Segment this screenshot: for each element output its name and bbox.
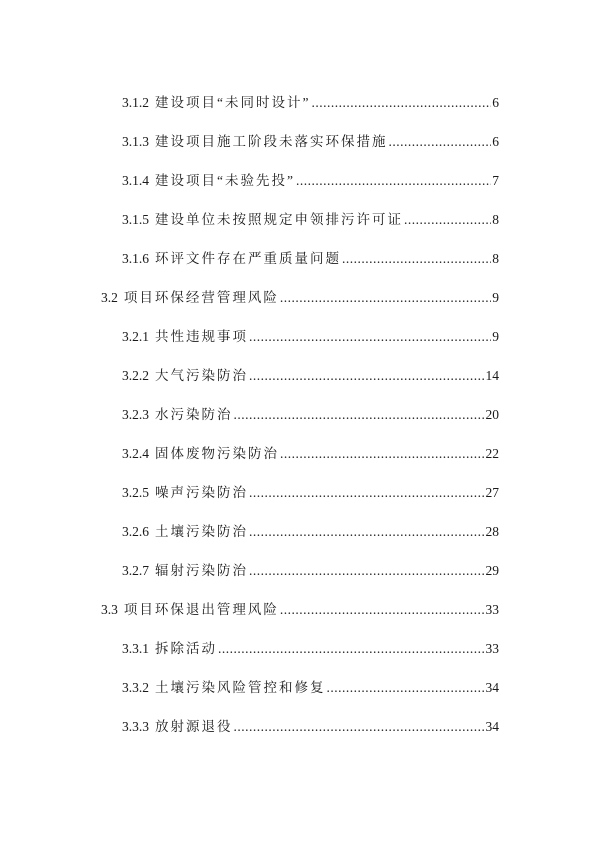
- dot-leader: [327, 678, 485, 698]
- toc-entry-3-2-6[interactable]: [122, 522, 499, 542]
- toc-page-number: 9: [492, 290, 499, 305]
- toc-title: 水污染防治: [155, 407, 233, 422]
- toc-page-number: 14: [485, 368, 499, 383]
- toc-entry-3-2-7[interactable]: [122, 561, 499, 581]
- toc-number: 3.2.1: [122, 329, 149, 344]
- toc-title: 噪声污染防治: [155, 485, 248, 500]
- dot-leader: [249, 522, 485, 542]
- toc-entry-3-1-6[interactable]: [122, 249, 499, 269]
- toc-title: 大气污染防治: [155, 368, 248, 383]
- toc-number: 3.1.5: [122, 212, 149, 227]
- dot-leader: [389, 132, 492, 152]
- toc-entry-3-2-5[interactable]: [122, 483, 499, 503]
- toc-page-number: 27: [485, 485, 499, 500]
- toc-page-number: 9: [492, 329, 499, 344]
- toc-page-number: 8: [492, 251, 499, 266]
- toc-entry-3-1-4[interactable]: [122, 171, 499, 191]
- toc-entry-3-2-3[interactable]: [122, 405, 499, 425]
- dot-leader: [249, 366, 485, 386]
- toc-title: 放射源退役: [155, 719, 233, 734]
- toc-title: 项目环保退出管理风险: [123, 602, 279, 617]
- toc-title: 环评文件存在严重质量问题: [155, 251, 341, 266]
- toc-title: 建设单位未按照规定申领排污许可证: [155, 212, 403, 227]
- toc-title: 共性违规事项: [155, 329, 248, 344]
- dot-leader: [280, 600, 485, 620]
- toc-number: 3.2.3: [122, 407, 149, 422]
- toc-title: 土壤污染风险管控和修复: [155, 680, 326, 695]
- toc-title: 辐射污染防治: [155, 563, 248, 578]
- toc-number: 3.3.1: [122, 641, 149, 656]
- toc-page-number: 6: [492, 95, 499, 110]
- toc-entry-3-1-3[interactable]: [122, 132, 499, 152]
- toc-entry-3-2-1[interactable]: [122, 327, 499, 347]
- toc-number: 3.2.2: [122, 368, 149, 383]
- toc-number: 3.2.5: [122, 485, 149, 500]
- toc-page-number: 33: [485, 602, 499, 617]
- toc-number: 3.2: [101, 290, 118, 305]
- toc-page-number: 29: [485, 563, 499, 578]
- toc-entry-3-2-4[interactable]: [122, 444, 499, 464]
- dot-leader: [296, 171, 491, 191]
- toc-number: 3.2.7: [122, 563, 149, 578]
- toc-title: 建设项目“未同时设计”: [155, 95, 311, 110]
- dot-leader: [280, 444, 485, 464]
- toc-page-number: 34: [485, 719, 499, 734]
- toc-entry-3-3-3[interactable]: [122, 717, 499, 737]
- toc-number: 3.3.2: [122, 680, 149, 695]
- toc-number: 3.3: [101, 602, 118, 617]
- toc-entry-3-1-5[interactable]: [122, 210, 499, 230]
- toc-title: 项目环保经营管理风险: [123, 290, 279, 305]
- dot-leader: [234, 405, 485, 425]
- toc-title: 拆除活动: [155, 641, 217, 656]
- toc-entry-3-1-2[interactable]: [122, 93, 499, 113]
- toc-page-number: 28: [485, 524, 499, 539]
- dot-leader: [249, 561, 485, 581]
- toc-page-number: 20: [485, 407, 499, 422]
- toc-number: 3.1.3: [122, 134, 149, 149]
- toc-page-number: 6: [492, 134, 499, 149]
- toc-entry-3-3-2[interactable]: [122, 678, 499, 698]
- toc-title: 建设项目施工阶段未落实环保措施: [155, 134, 388, 149]
- dot-leader: [404, 210, 491, 230]
- toc-page-number: 7: [492, 173, 499, 188]
- toc-page-number: 22: [485, 446, 499, 461]
- toc-number: 3.3.3: [122, 719, 149, 734]
- dot-leader: [280, 288, 491, 308]
- toc-title: 固体废物污染防治: [155, 446, 279, 461]
- toc-number: 3.1.6: [122, 251, 149, 266]
- toc-entry-3-2-2[interactable]: [122, 366, 499, 386]
- dot-leader: [249, 483, 485, 503]
- toc-title: 建设项目“未验先投”: [155, 173, 295, 188]
- toc-number: 3.1.4: [122, 173, 149, 188]
- toc-entry-3-3[interactable]: [101, 600, 499, 620]
- toc-entry-3-2[interactable]: [101, 288, 499, 308]
- toc-number: 3.2.6: [122, 524, 149, 539]
- toc-page-number: 33: [485, 641, 499, 656]
- toc-number: 3.1.2: [122, 95, 149, 110]
- toc-title: 土壤污染防治: [155, 524, 248, 539]
- dot-leader: [234, 717, 485, 737]
- toc-page-number: 8: [492, 212, 499, 227]
- toc-page-number: 34: [485, 680, 499, 695]
- toc-number: 3.2.4: [122, 446, 149, 461]
- dot-leader: [311, 93, 491, 113]
- dot-leader: [249, 327, 491, 347]
- toc-entry-3-3-1[interactable]: [122, 639, 499, 659]
- dot-leader: [342, 249, 491, 269]
- dot-leader: [218, 639, 485, 659]
